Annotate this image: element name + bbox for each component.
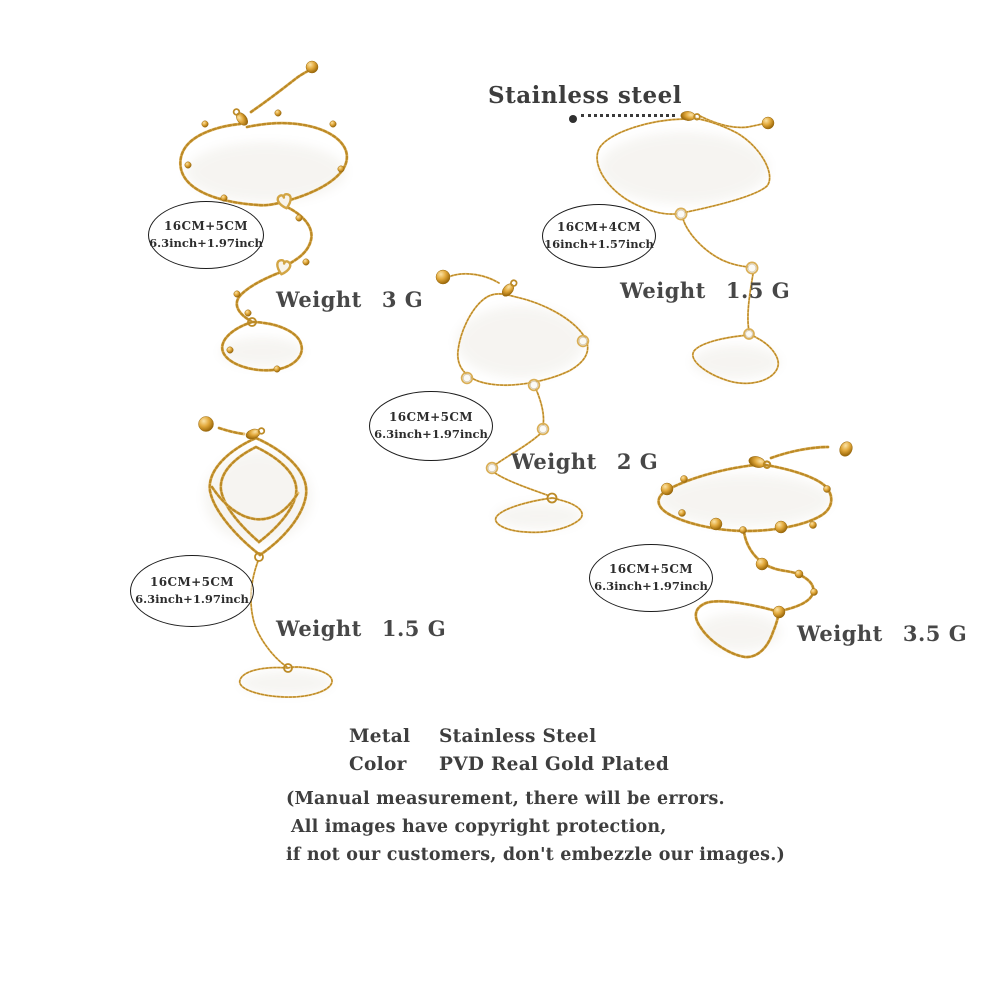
- size-inch: 6.3inch+1.97inch: [594, 579, 708, 593]
- size-cm: 16CM+5CM: [389, 410, 473, 424]
- size-badge-1: [148, 201, 264, 269]
- size-cm: 16CM+5CM: [609, 562, 693, 576]
- weight-3: [511, 449, 658, 474]
- spec-metal-value: Stainless Steel: [439, 726, 597, 747]
- weight-value: 3.5 G: [902, 621, 968, 646]
- size-cm: 16CM+5CM: [150, 575, 234, 589]
- size-cm: 16CM+4CM: [557, 220, 641, 234]
- size-badge-5: [589, 544, 713, 612]
- disclaimer-line-1: (Manual measurement, there will be errors.: [286, 789, 725, 809]
- weight-5: [797, 621, 967, 646]
- disc-tag-icon: [306, 61, 318, 73]
- weight-value: 1.5 G: [725, 278, 791, 303]
- weight-label: Weight: [276, 616, 362, 641]
- weight-4: [276, 616, 446, 641]
- spec-color-label: Color: [349, 754, 407, 775]
- ball-tag-icon: [436, 270, 450, 284]
- disc-tag-icon: [762, 117, 774, 129]
- weight-label: Weight: [276, 287, 362, 312]
- disclaimer-line-3: if not our customers, don't embezzle our images.): [286, 845, 785, 865]
- size-badge-3: [369, 391, 493, 461]
- size-inch: 6.3inch+1.97inch: [149, 236, 263, 250]
- material-callout-label: Stainless steel: [488, 82, 682, 109]
- weight-2: [620, 278, 790, 303]
- size-badge-2: [542, 204, 656, 268]
- spec-color-value: PVD Real Gold Plated: [439, 754, 670, 775]
- size-cm: 16CM+5CM: [164, 219, 248, 233]
- lobster-clasp-icon: [680, 111, 700, 122]
- weight-value: 2 G: [616, 449, 659, 474]
- disclaimer-line-2: All images have copyright protection,: [291, 817, 667, 837]
- disc-tag-icon: [199, 417, 214, 432]
- spec-metal-label: Metal: [349, 726, 411, 747]
- weight-label: Weight: [511, 449, 597, 474]
- weight-value: 3 G: [381, 287, 424, 312]
- callout-dotted-line: [581, 114, 675, 117]
- size-inch: 16inch+1.57inch: [544, 237, 654, 251]
- weight-value: 1.5 G: [381, 616, 447, 641]
- size-inch: 6.3inch+1.97inch: [135, 592, 249, 606]
- oval-tag-icon: [837, 440, 854, 459]
- lobster-clasp-icon: [748, 455, 772, 471]
- spec-table: [349, 726, 669, 775]
- weight-label: Weight: [620, 278, 706, 303]
- disclaimer-text: [286, 785, 785, 869]
- weight-1: [276, 287, 423, 312]
- weight-label: Weight: [797, 621, 883, 646]
- callout-dot: [569, 115, 577, 123]
- size-badge-4: [130, 555, 254, 627]
- size-inch: 6.3inch+1.97inch: [374, 427, 488, 441]
